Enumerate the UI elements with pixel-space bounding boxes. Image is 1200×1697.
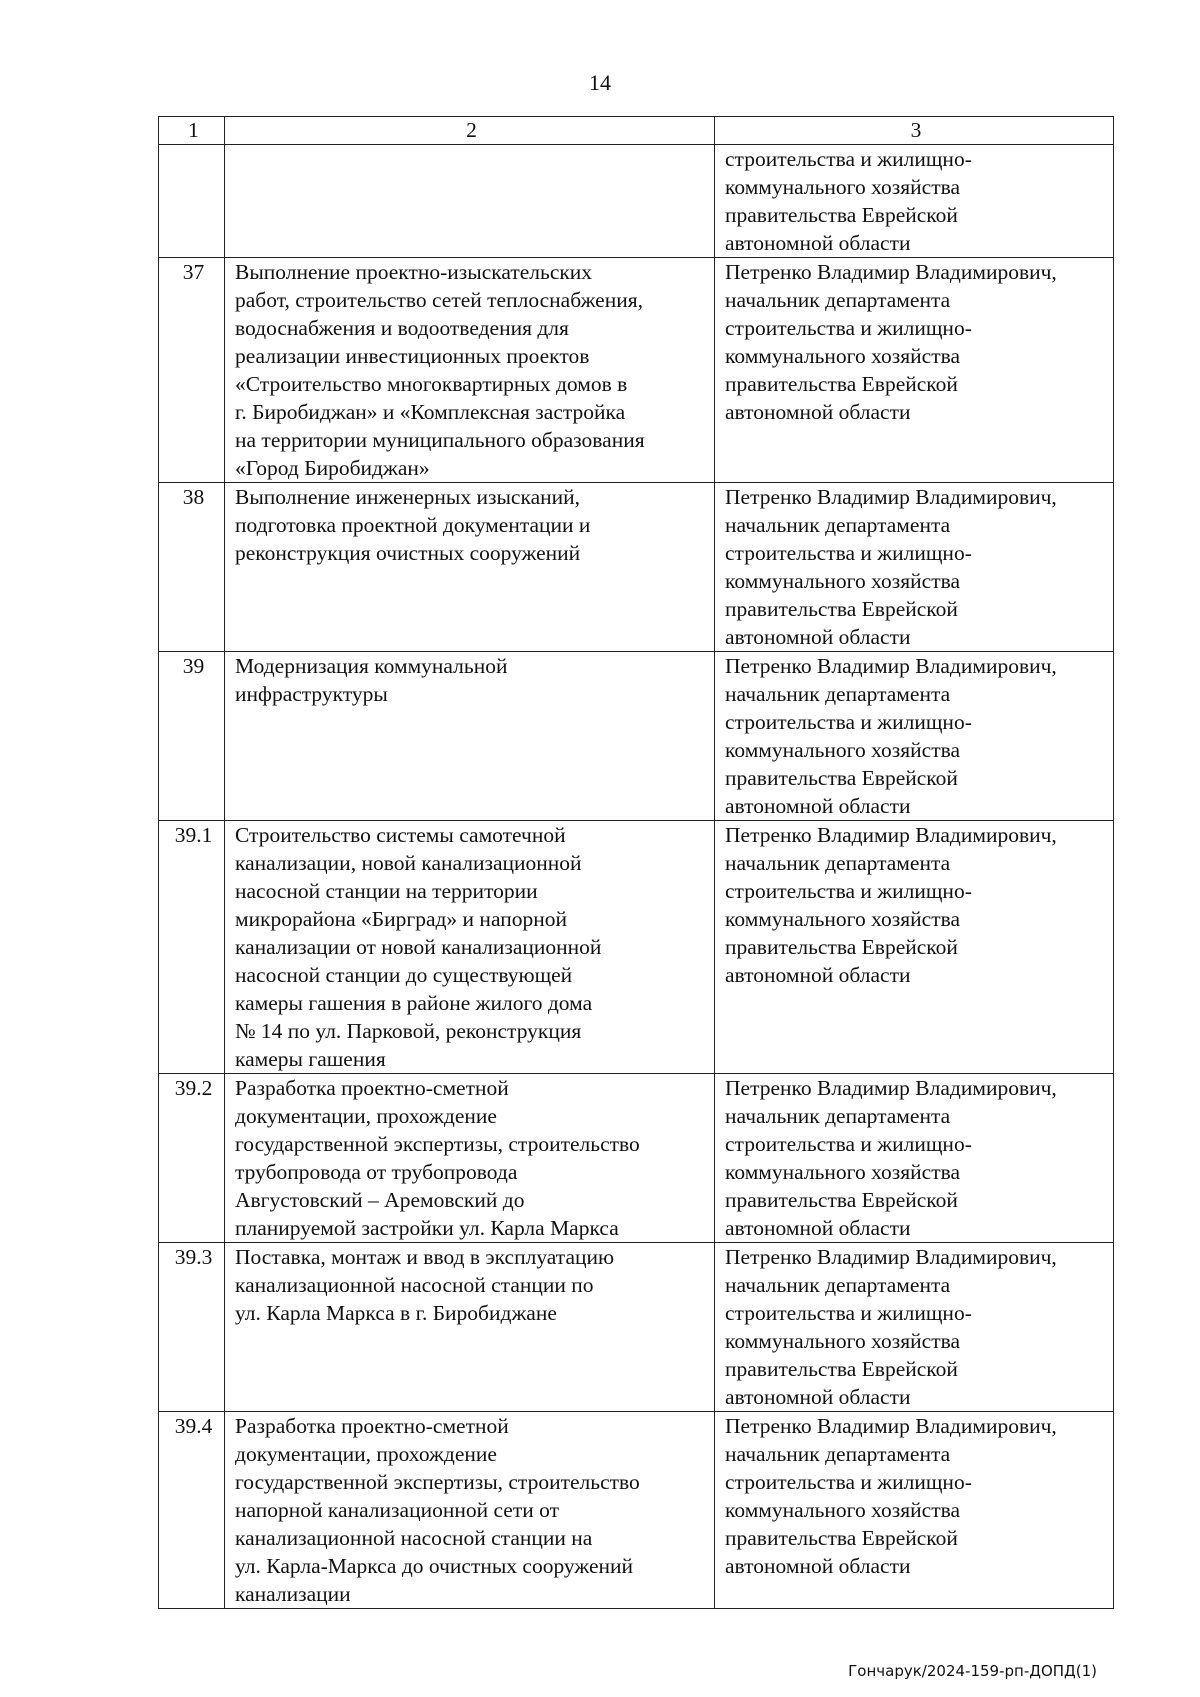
table-header-row	[159, 117, 1114, 145]
document-reference: Гончарук/2024-159-рп-ДОПД(1)	[848, 1662, 1097, 1680]
page-number: 14	[589, 70, 611, 95]
row-number: 37	[159, 258, 225, 483]
measure-text: Выполнение проектно-изыскательских работ, строительство сетей теплоснабжения, водоснабжения и водоотведения для реализации инвестиционных проектов «Строительство многоквартирных домов в г. Биробиджан» и «Комплексная застройка на территории муниципального образования «Город Биробиджан»	[225, 258, 715, 483]
measures-table	[158, 116, 1114, 1609]
row-number: 39.2	[159, 1074, 225, 1243]
measure-text: Строительство системы самотечной канализации, новой канализационной насосной станции на территории микрорайона «Бирград» и напорной канализации от новой канализационной насосной станции до существующей камеры гашения в районе жилого дома № 14 по ул. Парковой, реконструкция камеры гашения	[225, 821, 715, 1074]
table-row	[159, 258, 1114, 483]
column-header-3: 3	[715, 117, 1114, 145]
row-number: 39.1	[159, 821, 225, 1074]
row-number: 39.4	[159, 1412, 225, 1609]
continuation-num-cell	[159, 145, 225, 258]
table-row	[159, 1243, 1114, 1412]
measure-text: Выполнение инженерных изысканий, подготовка проектной документации и реконструкция очистных сооружений	[225, 483, 715, 652]
continuation-responsible-cell	[715, 145, 1114, 258]
responsible-person: Петренко Владимир Владимирович, начальник департамента строительства и жилищно- коммунального хозяйства правительства Еврейской автономной области	[715, 652, 1114, 821]
table-row	[159, 1074, 1114, 1243]
continuation-row	[159, 145, 1114, 258]
row-number: 39.3	[159, 1243, 225, 1412]
responsible-person: Петренко Владимир Владимирович, начальник департамента строительства и жилищно- коммунального хозяйства правительства Еврейской автономной области	[715, 1074, 1114, 1243]
responsible-person: Петренко Владимир Владимирович, начальник департамента строительства и жилищно- коммунального хозяйства правительства Еврейской автономной области	[715, 483, 1114, 652]
measure-text: Разработка проектно-сметной документации, прохождение государственной экспертизы, строительство напорной канализационной сети от канализационной насосной станции на ул. Карла-Маркса до очистных сооружений канализации	[225, 1412, 715, 1609]
responsible-person: Петренко Владимир Владимирович, начальник департамента строительства и жилищно- коммунального хозяйства правительства Еврейской автономной области	[715, 821, 1114, 1074]
measure-text: Поставка, монтаж и ввод в эксплуатацию канализационной насосной станции по ул. Карла Маркса в г. Биробиджане	[225, 1243, 715, 1412]
row-number: 38	[159, 483, 225, 652]
column-header-2: 2	[225, 117, 715, 145]
table-row	[159, 483, 1114, 652]
column-header-1: 1	[159, 117, 225, 145]
responsible-person: Петренко Владимир Владимирович, начальник департамента строительства и жилищно- коммунального хозяйства правительства Еврейской автономной области	[715, 1412, 1114, 1609]
responsible-person: Петренко Владимир Владимирович, начальник департамента строительства и жилищно- коммунального хозяйства правительства Еврейской автономной области	[715, 1243, 1114, 1412]
continuation-responsible: строительства и жилищно- коммунального хозяйства правительства Еврейской автономной области	[725, 147, 972, 255]
measure-text: Разработка проектно-сметной документации, прохождение государственной экспертизы, строительство трубопровода от трубопровода Августовский – Аремовский до планируемой застройки ул. Карла Маркса	[225, 1074, 715, 1243]
responsible-person: Петренко Владимир Владимирович, начальник департамента строительства и жилищно- коммунального хозяйства правительства Еврейской автономной области	[715, 258, 1114, 483]
table-row	[159, 1412, 1114, 1609]
measure-text: Модернизация коммунальной инфраструктуры	[225, 652, 715, 821]
table-row	[159, 821, 1114, 1074]
continuation-text-cell	[225, 145, 715, 258]
table-row	[159, 652, 1114, 821]
row-number: 39	[159, 652, 225, 821]
